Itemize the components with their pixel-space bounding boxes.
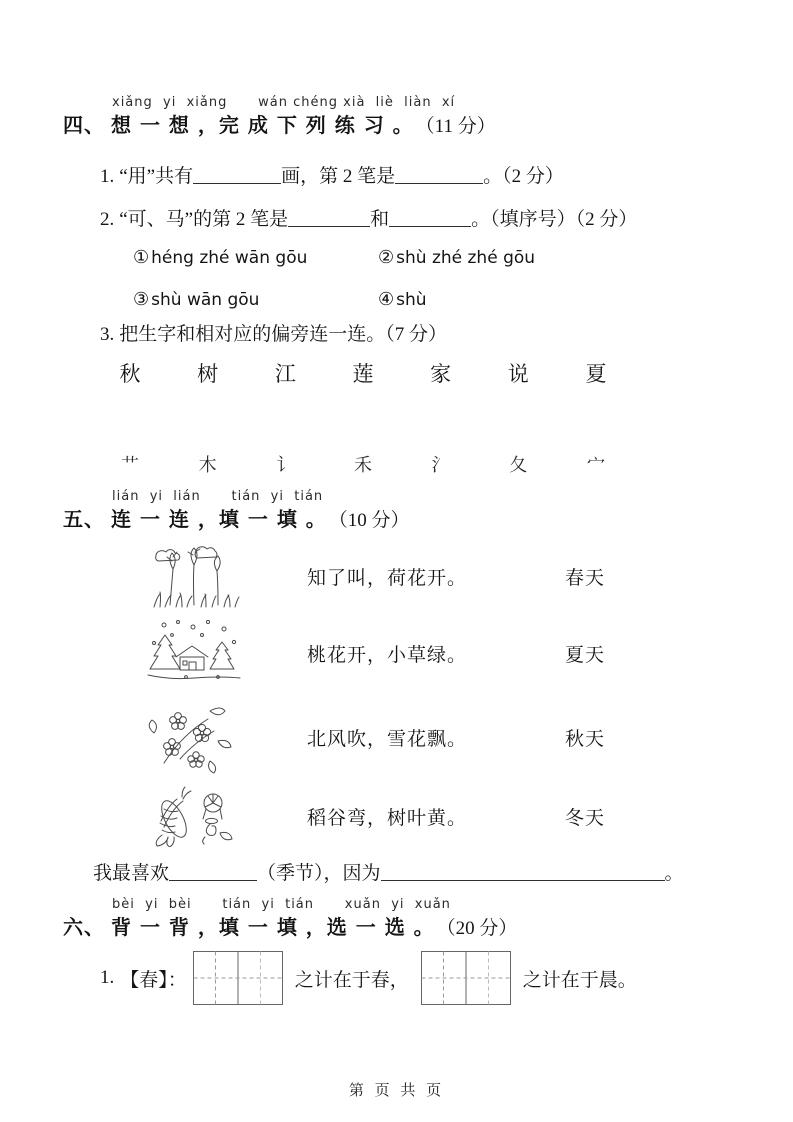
option-3 [133, 287, 378, 313]
answer-blank-2b[interactable] [389, 209, 471, 227]
match-character[interactable]: 江 [274, 362, 296, 386]
section-6-pinyin: bèi yi bèi tián yi tián xuǎn yi xuǎn [112, 897, 451, 912]
page-footer: 第 页 共 页 [348, 1081, 445, 1099]
match-radical[interactable]: 讠 [276, 455, 295, 475]
match-radical[interactable]: 夂 [509, 455, 528, 475]
reason-answer-blank[interactable] [381, 863, 665, 881]
option-1-circled-number: ① [133, 247, 150, 268]
section-6-score: （20 分） [436, 918, 518, 939]
answer-blank-1a[interactable] [193, 166, 281, 184]
option-3-label: shù wān gōu [151, 290, 260, 310]
corn-morning-glory-image [143, 785, 245, 847]
question-spring-proverb [100, 951, 743, 1005]
match-phrase[interactable]: 桃花开，小草绿。 [307, 644, 468, 666]
blossoms-image [143, 697, 245, 777]
match-radical[interactable]: 禾 [353, 455, 372, 475]
option-2 [378, 245, 623, 271]
match-radical[interactable]: 木 [198, 455, 217, 475]
favorite-season-text-end: 。 [664, 863, 684, 884]
match-phrase[interactable]: 北风吹，雪花飘。 [307, 728, 468, 750]
section-4-pinyin: xiǎng yi xiǎng wán chéng xià liè liàn xí [112, 95, 456, 110]
match-season[interactable]: 秋天 [565, 728, 606, 750]
question-1-text-pre: “用”共有 [119, 166, 194, 187]
answer-blank-1b[interactable] [395, 166, 483, 184]
match-character[interactable]: 家 [430, 362, 452, 386]
section-4-number: 四、 [63, 113, 105, 137]
section-4-header [63, 95, 743, 141]
proverb-text-mid: 之计在于春， [294, 969, 409, 991]
question-3-number: 3. [100, 324, 115, 345]
match-row-winter [63, 785, 743, 847]
section-5-title: 连 一 连 ，填 一 填 。 [111, 507, 327, 531]
match-radical[interactable]: 氵 [431, 455, 450, 475]
match-season[interactable]: 夏天 [565, 644, 606, 666]
radicals-row [118, 453, 608, 477]
option-4-circled-number: ④ [378, 289, 395, 310]
section-5-number: 五、 [63, 507, 105, 531]
proverb-label: 【春】： [120, 969, 187, 991]
question-2-number: 2. [100, 209, 115, 230]
section-6-title: 背 一 背 ，填 一 填 ，选 一 选 。 [111, 915, 435, 939]
option-2-circled-number: ② [378, 247, 395, 268]
match-character[interactable]: 秋 [119, 362, 141, 386]
rice-plants-image [143, 543, 245, 609]
match-season[interactable]: 冬天 [565, 807, 606, 829]
match-season[interactable]: 春天 [565, 567, 606, 589]
match-character[interactable]: 夏 [585, 362, 607, 386]
question-2-text-mid: 和 [370, 209, 390, 230]
question-1-number: 1. [100, 166, 115, 187]
proverb-number: 1. [100, 967, 115, 988]
match-phrase[interactable]: 知了叫，荷花开。 [307, 567, 468, 589]
match-radical[interactable]: 宀 [586, 455, 605, 475]
proverb-text-end: 之计在于晨。 [522, 969, 637, 991]
option-2-label: shù zhé zhé gōu [396, 248, 536, 268]
question-1 [100, 164, 743, 190]
match-character[interactable]: 说 [507, 362, 529, 386]
question-2-text-end: 。（填序号）（2 分） [471, 209, 638, 230]
match-row-spring [63, 543, 743, 609]
season-answer-blank[interactable] [169, 863, 257, 881]
question-3-text: 把生字和相对应的偏旁连一连。（7 分） [119, 324, 448, 345]
question-2-text-pre: “可、马”的第 2 笔是 [119, 209, 289, 230]
question-2 [100, 207, 743, 233]
match-row-autumn [63, 697, 743, 777]
options-row-2 [133, 287, 743, 313]
options-row-1 [133, 245, 743, 271]
section-5-pinyin: lián yi lián tián yi tián [112, 489, 324, 504]
match-phrase[interactable]: 稻谷弯，树叶黄。 [307, 807, 468, 829]
section-4-title: 想 一 想 ，完 成 下 列 练 习 。 [111, 113, 414, 137]
match-character[interactable]: 莲 [352, 362, 374, 386]
option-1-label: héng zhé wān gōu [151, 248, 308, 268]
favorite-season-text-pre: 我最喜欢 [93, 863, 170, 884]
question-3 [100, 322, 743, 348]
section-5-header [63, 489, 743, 535]
option-1 [133, 245, 378, 271]
favorite-season-question [93, 861, 743, 887]
tianzige-grid[interactable] [421, 951, 511, 1005]
option-4-label: shù [396, 290, 427, 310]
section-6-number: 六、 [63, 915, 105, 939]
option-4 [378, 287, 623, 313]
tianzige-grid[interactable] [193, 951, 283, 1005]
option-3-circled-number: ③ [133, 289, 150, 310]
match-character[interactable]: 树 [197, 362, 219, 386]
section-4-score: （11 分） [415, 116, 496, 137]
characters-row [118, 361, 608, 387]
answer-blank-2a[interactable] [288, 209, 370, 227]
question-1-text-mid: 画，第 2 笔是 [281, 166, 396, 187]
question-1-text-end: 。（2 分） [483, 166, 564, 187]
section-6-header [63, 897, 743, 943]
favorite-season-text-mid: （季节），因为 [257, 863, 381, 884]
match-row-summer [63, 617, 743, 689]
section-5-score: （10 分） [328, 510, 410, 531]
match-radical[interactable]: 艹 [121, 455, 139, 475]
snow-village-image [143, 617, 245, 689]
